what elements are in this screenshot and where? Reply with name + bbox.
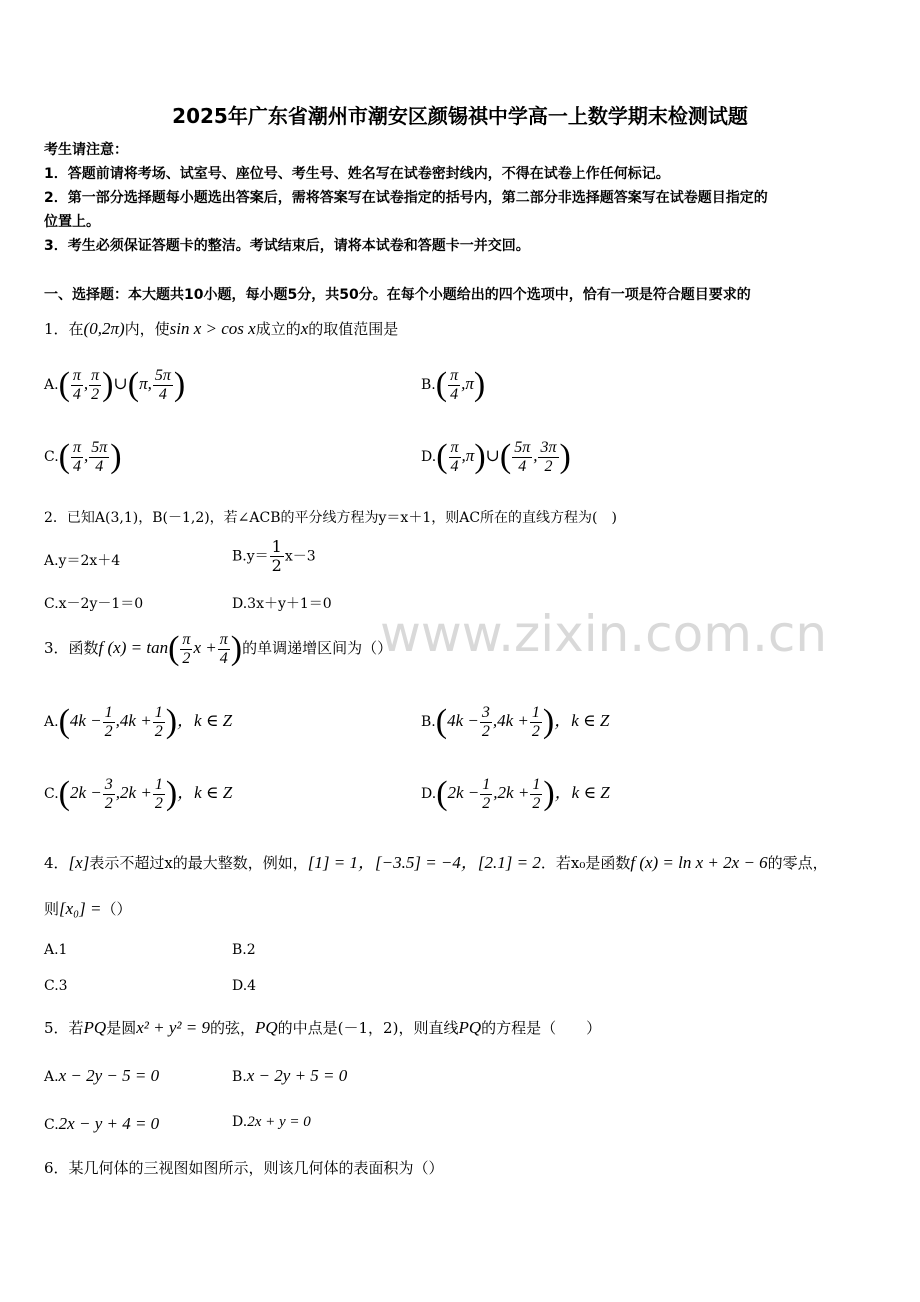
question-4-line-1: 4．[x]表示不超过x的最大整数，例如，[1] = 1，[−3.5] = −4，[2.1] = 2．若x₀是函数f (x) = ln x + 2x − 6的零点， xyxy=(44,853,828,872)
notice-item-3: 3．考生必须保证答题卡的整洁。考试结束后，请将本试卷和答题卡一并交回。 xyxy=(44,238,530,254)
q5-option-a[interactable]: A.x − 2y − 5 = 0 xyxy=(44,1066,160,1085)
q4-option-a[interactable]: A.1 xyxy=(44,942,68,958)
q5-option-d[interactable]: D.2x + y = 0 xyxy=(232,1114,311,1130)
q1-option-c[interactable]: C.( $\frac{\pi}{4}$ , $\frac{5\pi}{4}$ ) xyxy=(44,438,122,475)
q3-option-b[interactable]: B.(4k − $\frac{3}{2}$ ,4k + $\frac{1}{2}$ )，k ∈ Z xyxy=(421,703,610,740)
page-title: 2025年广东省潮州市潮安区颜锡祺中学高一上数学期末检测试题 xyxy=(172,104,748,128)
notice-heading: 考生请注意： xyxy=(44,142,128,158)
q2-option-d[interactable]: D.3x＋y＋1＝0 xyxy=(232,596,332,612)
question-5-stem: 5．若PQ是圆x² + y² = 9的弦，PQ的中点是(－1，2)，则直线PQ的方程是（ ） xyxy=(44,1018,602,1037)
question-6-stem: 6．某几何体的三视图如图所示，则该几何体的表面积为（） xyxy=(44,1159,444,1177)
notice-item-2b: 位置上。 xyxy=(44,214,100,230)
question-2-stem: 2．已知A(3,1)，B(－1,2)，若∠ACB的平分线方程为y＝x＋1，则AC所在的直线方程为( ) xyxy=(44,510,617,526)
q2-option-c[interactable]: C.x－2y－1＝0 xyxy=(44,596,144,612)
q3-option-a[interactable]: A.(4k − $\frac{1}{2}$ ,4k + $\frac{1}{2}$ )，k ∈ Z xyxy=(44,703,233,740)
q1-option-b[interactable]: B.( $\frac{\pi}{4}$ ,π) xyxy=(421,366,486,403)
q4-option-c[interactable]: C.3 xyxy=(44,978,68,994)
question-4-line-2: 则[x₀] =（） xyxy=(44,899,132,918)
question-3-stem: 3．函数f (x) = tan( $\frac{\pi}{2}$ x + $\frac{\pi}{4}$ )的单调递增区间为（） xyxy=(44,630,393,667)
notice-item-1: 1．答题前请将考场、试室号、座位号、考生号、姓名写在试卷密封线内，不得在试卷上作任何标记。 xyxy=(44,166,670,182)
q5-option-c[interactable]: C.2x − y + 4 = 0 xyxy=(44,1114,160,1133)
q1-option-d[interactable]: D.( $\frac{\pi}{4}$ ,π)∪( $\frac{5\pi}{4}$ , $\frac{3\pi}{2}$ ) xyxy=(421,438,571,475)
q2-option-b[interactable]: B.y＝ $\frac{1}{2}$ x－3 xyxy=(232,537,316,575)
q2-option-a[interactable]: A.y＝2x＋4 xyxy=(44,553,121,569)
q3-option-d[interactable]: D.(2k − $\frac{1}{2}$ ,2k + $\frac{1}{2}$ )，k ∈ Z xyxy=(421,775,610,812)
question-1-stem: 1．在(0,2π)内，使sin x > cos x成立的x的取值范围是 xyxy=(44,319,399,338)
q4-option-d[interactable]: D.4 xyxy=(232,978,257,994)
watermark: www.zixin.com.cn xyxy=(380,605,828,663)
q4-option-b[interactable]: B.2 xyxy=(232,942,256,958)
notice-item-2a: 2．第一部分选择题每小题选出答案后，需将答案写在试卷指定的括号内，第二部分非选择题答案写在试卷题目指定的 xyxy=(44,190,768,206)
q1-option-a[interactable]: A.( $\frac{\pi}{4}$ , $\frac{\pi}{2}$ )∪(π, $\frac{5\pi}{4}$ ) xyxy=(44,366,186,403)
q3-option-c[interactable]: C.(2k − $\frac{3}{2}$ ,2k + $\frac{1}{2}$ )，k ∈ Z xyxy=(44,775,233,812)
q5-option-b[interactable]: B.x − 2y + 5 = 0 xyxy=(232,1066,348,1085)
section-heading: 一、选择题：本大题共10小题，每小题5分，共50分。在每个小题给出的四个选项中，恰有一项是符合题目要求的 xyxy=(44,287,751,303)
